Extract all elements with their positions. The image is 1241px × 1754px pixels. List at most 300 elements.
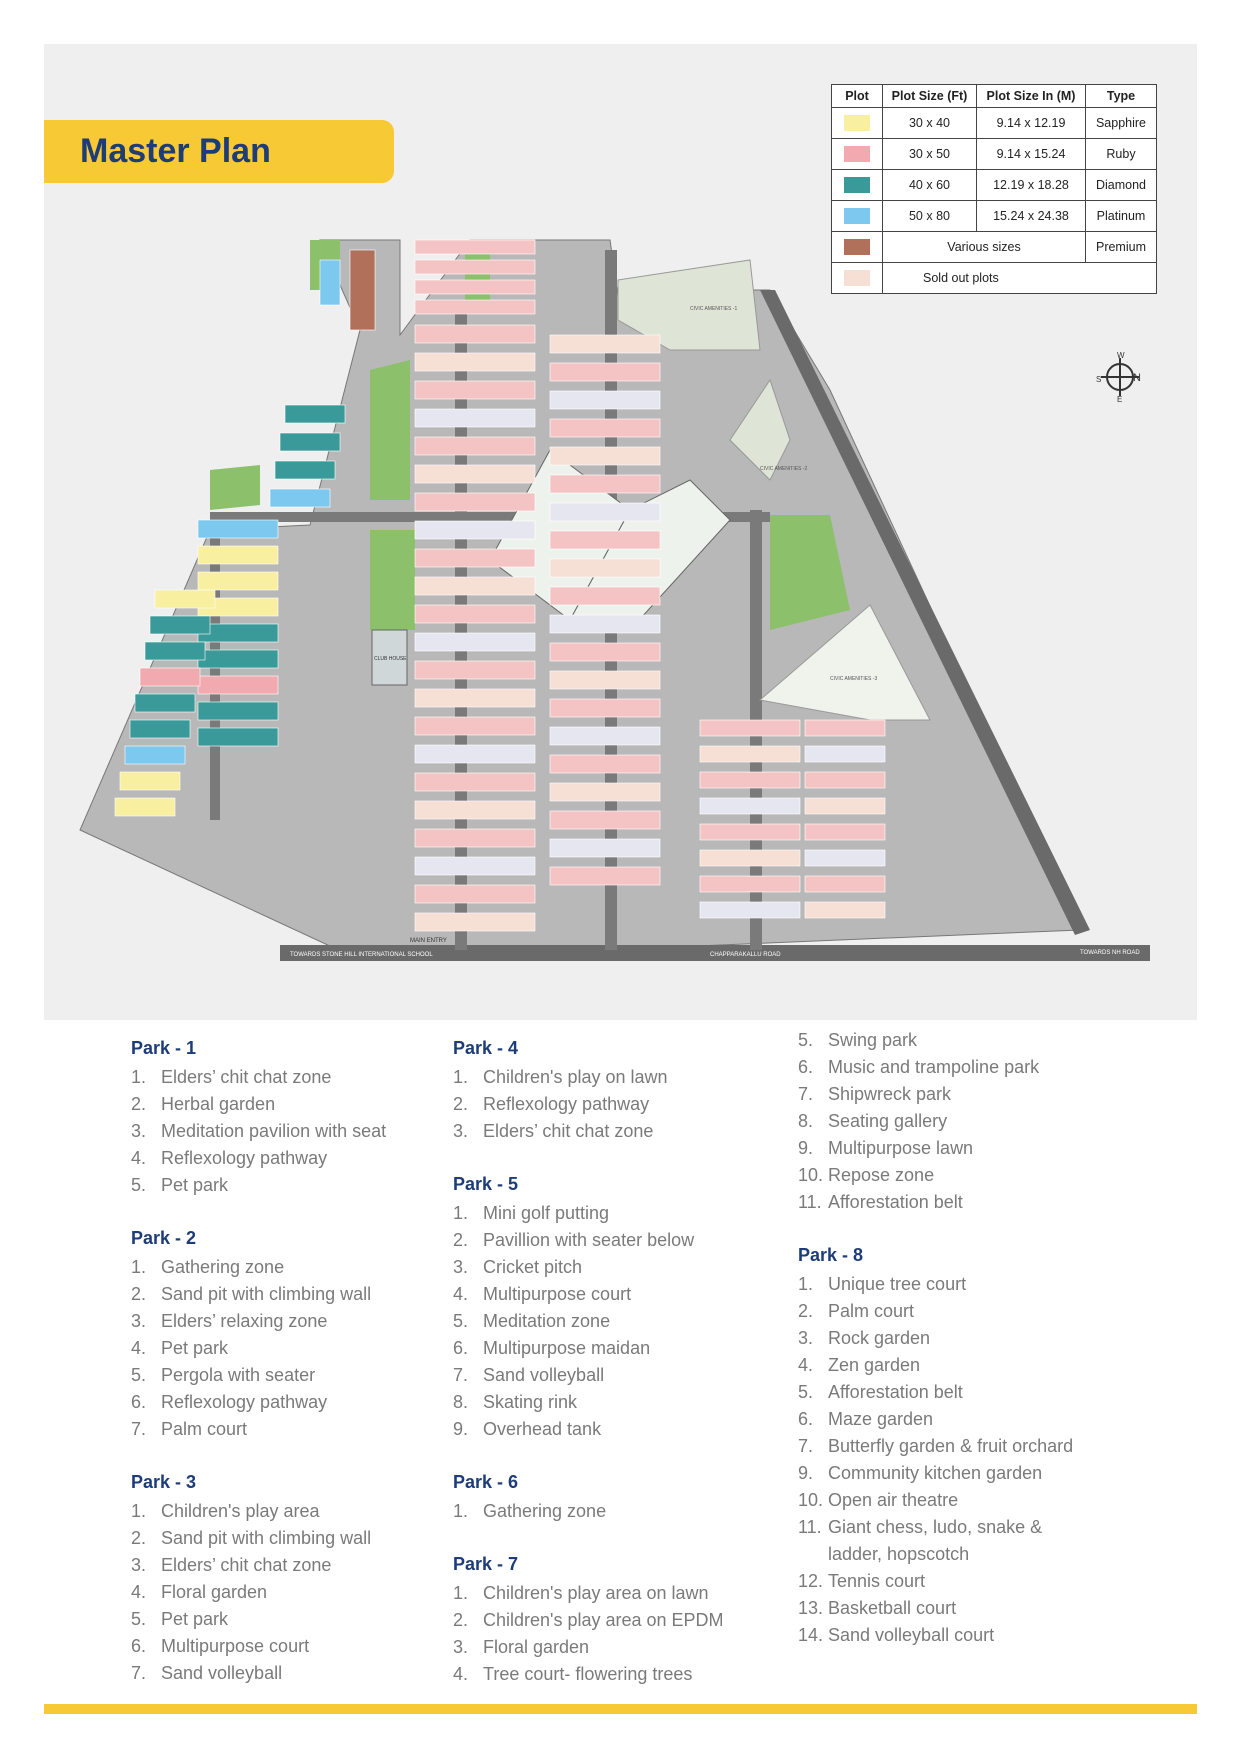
plot-row (198, 572, 278, 590)
park-title: Park - 7 (453, 1554, 519, 1574)
park-feature-item (453, 1254, 724, 1281)
plot-row (700, 720, 800, 736)
civic-3-label: CIVIC AMENITIES -3 (830, 676, 878, 682)
item-number: 2. (453, 1094, 469, 1114)
park-feature-item (453, 1281, 724, 1308)
legend-type: Platinum (1086, 201, 1157, 232)
park-title: Park - 4 (453, 1038, 519, 1058)
park-feature-item (798, 1433, 1073, 1460)
item-number: 6. (453, 1338, 469, 1358)
plot-row (550, 727, 660, 745)
legend-type: Sapphire (1086, 108, 1157, 139)
plot-row (550, 811, 660, 829)
park-feature-item (798, 1027, 1073, 1054)
item-text: Elders’ chit chat zone (161, 1555, 332, 1575)
park-feature-item (453, 1227, 724, 1254)
plot-row (550, 755, 660, 773)
plot-row (115, 798, 175, 816)
swatch-diamond (844, 177, 870, 193)
park-title: Park - 8 (798, 1245, 864, 1265)
item-text: Children's play area on EPDM (483, 1610, 724, 1630)
plot-row (415, 280, 535, 294)
park-feature-item (798, 1271, 1073, 1298)
park-feature-item (798, 1298, 1073, 1325)
item-number: 6. (131, 1392, 147, 1412)
park-feature-item (131, 1064, 386, 1091)
park-feature-item (453, 1607, 724, 1634)
item-text: Sand volleyball (161, 1663, 283, 1683)
club-house-label: CLUB HOUSE (374, 656, 407, 662)
item-text: Herbal garden (161, 1094, 276, 1114)
item-number: 2. (131, 1094, 147, 1114)
item-number: 9. (798, 1463, 814, 1483)
item-text: Meditation pavilion with seat (161, 1121, 387, 1141)
plot-row (198, 520, 278, 538)
plot-row (285, 405, 345, 423)
plot-row (700, 746, 800, 762)
park-feature-item (798, 1379, 1073, 1406)
item-number: 3. (131, 1311, 147, 1331)
school-road-label: TOWARDS STONE HILL INTERNATIONAL SCHOOL (290, 952, 433, 958)
item-number: 10. (798, 1490, 824, 1510)
plot-row (130, 720, 190, 738)
item-text: Children's play on lawn (483, 1067, 668, 1087)
plot-row (120, 772, 180, 790)
item-text: Floral garden (483, 1637, 590, 1657)
park-3 (370, 530, 415, 630)
item-number: 4. (131, 1338, 147, 1358)
legend-size-ft: Various sizes (883, 232, 1086, 263)
park-feature-item (798, 1352, 1073, 1379)
park-feature-item (798, 1162, 1073, 1189)
item-text: Mini golf putting (483, 1203, 610, 1223)
plot-row (415, 913, 535, 931)
plot-row (150, 616, 210, 634)
legend-header-type: Type (1086, 85, 1157, 108)
item-text: Pet park (161, 1338, 229, 1358)
plot-row (550, 559, 660, 577)
item-number: 4. (453, 1664, 469, 1684)
item-text: Maze garden (828, 1409, 934, 1429)
item-number: 6. (131, 1636, 147, 1656)
park-feature-item (131, 1254, 386, 1281)
item-number: 10. (798, 1165, 824, 1185)
plot-row (550, 699, 660, 717)
item-text: Multipurpose maidan (483, 1338, 651, 1358)
plot-row (415, 661, 535, 679)
park-feature-item (131, 1362, 386, 1389)
park-feature-item (798, 1460, 1073, 1487)
park-title: Park - 2 (131, 1228, 197, 1248)
item-number: 11. (798, 1517, 822, 1537)
item-number: 5. (131, 1175, 147, 1195)
plot-row (550, 531, 660, 549)
park-feature-item (798, 1541, 1073, 1568)
park-feature-item (453, 1091, 724, 1118)
park-feature-item (131, 1172, 386, 1199)
item-text: Gathering zone (483, 1501, 607, 1521)
item-number: 7. (453, 1365, 469, 1385)
plot-row (125, 746, 185, 764)
civic-1-label: CIVIC AMENITIES -1 (690, 306, 738, 312)
main-entry-label: MAIN ENTRY (410, 938, 447, 944)
item-text: Pavillion with seater below (483, 1230, 695, 1250)
park-feature-item (131, 1281, 386, 1308)
item-text: Pet park (161, 1609, 229, 1629)
item-number: 2. (453, 1230, 469, 1250)
item-text: Palm court (828, 1301, 915, 1321)
item-text: Tree court- flowering trees (483, 1664, 693, 1684)
park-feature-item (453, 1200, 724, 1227)
plot-row (805, 850, 885, 866)
item-number: 5. (453, 1311, 469, 1331)
plot-row (550, 503, 660, 521)
item-number: 1. (453, 1203, 469, 1223)
item-text: Unique tree court (828, 1274, 967, 1294)
park-feature-item (453, 1580, 724, 1607)
plot-row (280, 433, 340, 451)
plot-row (550, 587, 660, 605)
plot-row (805, 746, 885, 762)
item-text: Afforestation belt (828, 1192, 963, 1212)
item-text: Open air theatre (828, 1490, 959, 1510)
park-feature-item (131, 1633, 386, 1660)
bottom-accent-bar (44, 1704, 1197, 1714)
item-text: Reflexology pathway (483, 1094, 650, 1114)
plot-row (415, 885, 535, 903)
title-banner (44, 120, 394, 183)
park-feature-item (798, 1081, 1073, 1108)
site-map (70, 230, 1150, 990)
park-feature-item (453, 1389, 724, 1416)
plot-row (550, 475, 660, 493)
plot-row (805, 902, 885, 918)
item-text: Elders’ chit chat zone (483, 1121, 654, 1141)
plot-row (550, 783, 660, 801)
plot-row (415, 605, 535, 623)
item-text: Reflexology pathway (161, 1148, 328, 1168)
item-number: 2. (131, 1284, 147, 1304)
item-number: 7. (798, 1436, 814, 1456)
item-text: Overhead tank (483, 1419, 602, 1439)
compass-w: W (1117, 352, 1125, 360)
road-v1 (455, 310, 467, 950)
plot-row (415, 353, 535, 371)
legend-size-m: 9.14 x 15.24 (977, 139, 1086, 170)
park-2 (370, 360, 410, 500)
item-text: Repose zone (828, 1165, 935, 1185)
plot-row (350, 250, 375, 330)
item-number: 3. (131, 1555, 147, 1575)
plot-row (415, 857, 535, 875)
park-feature-item (798, 1054, 1073, 1081)
item-number: 3. (453, 1637, 469, 1657)
park-feature-item (453, 1118, 724, 1145)
plot-row (550, 391, 660, 409)
item-number: 11. (798, 1192, 822, 1212)
plot-row (140, 668, 200, 686)
plot-row (320, 260, 340, 305)
legend-row-ruby (832, 139, 1157, 170)
item-number: 1. (798, 1274, 814, 1294)
legend-header-plot: Plot (832, 85, 883, 108)
plot-row (198, 728, 278, 746)
park-title: Park - 5 (453, 1174, 519, 1194)
park-feature-item (131, 1335, 386, 1362)
plot-row (415, 577, 535, 595)
item-text: Rock garden (828, 1328, 931, 1348)
item-number: 4. (131, 1582, 147, 1602)
park-feature-item (798, 1595, 1073, 1622)
plot-row (550, 839, 660, 857)
legend-size-ft: 50 x 80 (883, 201, 977, 232)
item-number: 9. (453, 1419, 469, 1439)
plot-row (550, 419, 660, 437)
park-4 (210, 465, 260, 510)
plot-row (700, 798, 800, 814)
legend-header-size-m: Plot Size In (M) (977, 85, 1086, 108)
park-feature-item (798, 1514, 1073, 1541)
item-number: 12. (798, 1571, 824, 1591)
plot-row (700, 850, 800, 866)
item-text: Multipurpose lawn (828, 1138, 974, 1158)
plot-row (415, 829, 535, 847)
civic-2-label: CIVIC AMENITIES -2 (760, 466, 808, 472)
plot-row (415, 493, 535, 511)
park-column-1 (131, 1036, 386, 1687)
nh-road-label: TOWARDS NH ROAD (1080, 950, 1140, 956)
swatch-sapphire (844, 115, 870, 131)
park-feature-item (131, 1525, 386, 1552)
item-number: 3. (798, 1328, 814, 1348)
item-number: 6. (798, 1409, 814, 1429)
park-feature-item (798, 1622, 1073, 1649)
park-feature-item (131, 1606, 386, 1633)
plot-row (198, 650, 278, 668)
item-text: Elders’ chit chat zone (161, 1067, 332, 1087)
swatch-platinum (844, 208, 870, 224)
item-number: 1. (131, 1067, 147, 1087)
item-text: Giant chess, ludo, snake & (828, 1517, 1043, 1537)
item-number: 3. (131, 1121, 147, 1141)
park-feature-item (798, 1487, 1073, 1514)
item-text: Music and trampoline park (828, 1057, 1040, 1077)
item-number: 3. (453, 1257, 469, 1277)
plot-row (550, 615, 660, 633)
plot-row (270, 489, 330, 507)
legend-size-ft: 30 x 40 (883, 108, 977, 139)
item-text: Sand pit with climbing wall (161, 1284, 372, 1304)
park-feature-item (131, 1416, 386, 1443)
item-number: 2. (131, 1528, 147, 1548)
item-text: Palm court (161, 1419, 248, 1439)
item-number: 4. (131, 1148, 147, 1168)
item-text: Sand volleyball (483, 1365, 605, 1385)
plot-row (415, 773, 535, 791)
item-number: 8. (798, 1111, 814, 1131)
compass-s: S (1096, 375, 1102, 384)
legend-type: Premium (1086, 232, 1157, 263)
plot-row (415, 240, 535, 254)
item-number: 3. (453, 1121, 469, 1141)
park-title: Park - 1 (131, 1038, 197, 1058)
item-number: 6. (798, 1057, 814, 1077)
plot-row (415, 745, 535, 763)
legend-type: Ruby (1086, 139, 1157, 170)
park-column-3 (798, 1027, 1073, 1649)
plot-row (550, 671, 660, 689)
plot-row (550, 867, 660, 885)
item-number: 1. (453, 1583, 469, 1603)
item-text: Skating rink (483, 1392, 578, 1412)
park-feature-item (453, 1335, 724, 1362)
plot-row (415, 633, 535, 651)
item-text: Cricket pitch (483, 1257, 583, 1277)
plot-row (198, 546, 278, 564)
park-feature-item (131, 1498, 386, 1525)
plot-row (805, 720, 885, 736)
park-title: Park - 3 (131, 1472, 197, 1492)
plot-row (198, 676, 278, 694)
plot-row (415, 717, 535, 735)
item-number: 2. (453, 1610, 469, 1630)
legend-size-ft: 30 x 50 (883, 139, 977, 170)
item-text: Pet park (161, 1175, 229, 1195)
plot-row (415, 325, 535, 343)
legend-size-m: 15.24 x 24.38 (977, 201, 1086, 232)
plot-row (415, 260, 535, 274)
item-text: Floral garden (161, 1582, 268, 1602)
park-feature-item (453, 1308, 724, 1335)
item-text: Community kitchen garden (828, 1463, 1043, 1483)
plot-row (415, 521, 535, 539)
swatch-ruby (844, 146, 870, 162)
park-feature-item (798, 1108, 1073, 1135)
park-feature-item (798, 1325, 1073, 1352)
plot-row (805, 876, 885, 892)
item-number: 7. (131, 1663, 147, 1683)
plot-row (415, 801, 535, 819)
plot-row (415, 465, 535, 483)
legend-row-diamond (832, 170, 1157, 201)
park-feature-item (453, 1661, 724, 1688)
item-text: Multipurpose court (161, 1636, 310, 1656)
park-feature-item (131, 1118, 386, 1145)
plot-row (135, 694, 195, 712)
item-text: Tennis court (828, 1571, 926, 1591)
item-text: Afforestation belt (828, 1382, 963, 1402)
item-text: Reflexology pathway (161, 1392, 328, 1412)
item-number: 1. (453, 1067, 469, 1087)
park-feature-item (453, 1416, 724, 1443)
item-text: Elders’ relaxing zone (161, 1311, 328, 1331)
legend-size-m: 12.19 x 18.28 (977, 170, 1086, 201)
item-text: Swing park (828, 1030, 918, 1050)
park-title: Park - 6 (453, 1472, 519, 1492)
park-feature-item (131, 1091, 386, 1118)
legend-size-m: 9.14 x 12.19 (977, 108, 1086, 139)
item-number: 5. (798, 1030, 814, 1050)
plot-row (700, 876, 800, 892)
compass-n: N (1133, 372, 1141, 384)
plot-row (415, 381, 535, 399)
item-text: Children's play area on lawn (483, 1583, 709, 1603)
park-feature-item (453, 1064, 724, 1091)
park-feature-item (131, 1552, 386, 1579)
item-number: 14. (798, 1625, 824, 1645)
park-feature-item (131, 1145, 386, 1172)
page-title: Master Plan (80, 132, 271, 170)
item-number: 13. (798, 1598, 824, 1618)
park-feature-item (453, 1362, 724, 1389)
plot-row (805, 798, 885, 814)
item-text: Sand pit with climbing wall (161, 1528, 372, 1548)
plot-row (805, 772, 885, 788)
plot-row (275, 461, 335, 479)
legend-size-ft: 40 x 60 (883, 170, 977, 201)
plot-row (550, 363, 660, 381)
plot-row (415, 549, 535, 567)
plot-row (700, 902, 800, 918)
item-number: 4. (453, 1284, 469, 1304)
item-text: Gathering zone (161, 1257, 285, 1277)
item-text: Butterfly garden & fruit orchard (828, 1436, 1074, 1456)
main-road-label: CHAPPARAKALLU ROAD (710, 952, 781, 958)
item-text: Zen garden (828, 1355, 921, 1375)
legend-row-platinum (832, 201, 1157, 232)
plot-row (145, 642, 205, 660)
item-number: 7. (798, 1084, 814, 1104)
item-text: Shipwreck park (828, 1084, 952, 1104)
item-text: Basketball court (828, 1598, 957, 1618)
plot-row (155, 590, 215, 608)
park-feature-item (131, 1308, 386, 1335)
item-number: 2. (798, 1301, 814, 1321)
item-text: Sand volleyball court (828, 1625, 995, 1645)
plot-row (550, 335, 660, 353)
plot-row (198, 702, 278, 720)
legend-sold-out-label: Sold out plots (883, 263, 1157, 294)
item-number: 1. (131, 1501, 147, 1521)
legend-row-sapphire (832, 108, 1157, 139)
plot-row (700, 824, 800, 840)
item-number: 5. (131, 1609, 147, 1629)
park-feature-item (131, 1660, 386, 1687)
park-feature-item (798, 1189, 1073, 1216)
park-feature-item (798, 1568, 1073, 1595)
item-text: ladder, hopscotch (828, 1544, 970, 1564)
legend-header-row (832, 85, 1157, 108)
item-number: 1. (453, 1501, 469, 1521)
item-text: Seating gallery (828, 1111, 948, 1131)
park-column-2 (453, 1036, 724, 1688)
park-feature-item (798, 1135, 1073, 1162)
park-feature-item (453, 1498, 724, 1525)
item-number: 5. (798, 1382, 814, 1402)
item-text: Children's play area (161, 1501, 320, 1521)
item-text: Meditation zone (483, 1311, 611, 1331)
item-number: 9. (798, 1138, 814, 1158)
legend-type: Diamond (1086, 170, 1157, 201)
park-feature-item (131, 1579, 386, 1606)
plot-row (550, 643, 660, 661)
park-feature-item (131, 1389, 386, 1416)
plot-row (415, 437, 535, 455)
plot-row (415, 409, 535, 427)
item-text: Pergola with seater (161, 1365, 316, 1385)
legend-header-size-ft: Plot Size (Ft) (883, 85, 977, 108)
park-feature-item (798, 1406, 1073, 1433)
